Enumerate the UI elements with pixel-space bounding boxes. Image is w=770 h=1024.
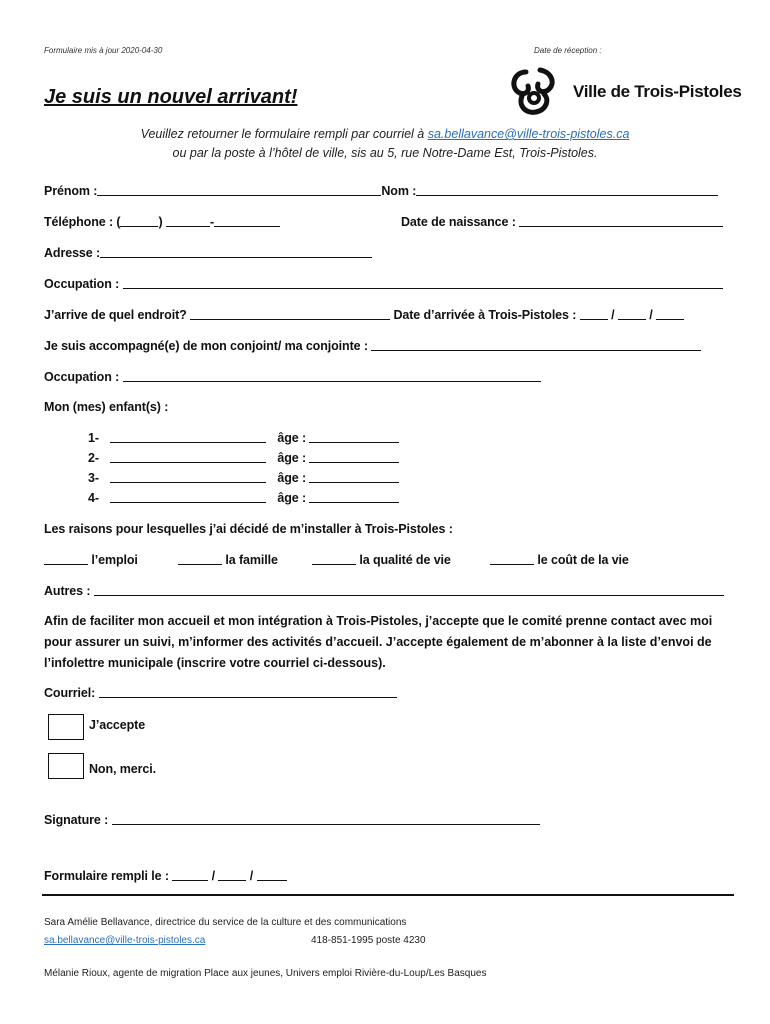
courriel-label: Courriel:: [44, 686, 96, 700]
enfants-label: Mon (mes) enfant(s) :: [44, 400, 169, 414]
footer-divider: [42, 894, 734, 896]
child-age-field-4[interactable]: [309, 491, 399, 503]
occupation-label-2: Occupation :: [44, 370, 120, 384]
reason-label-qualite: la qualité de vie: [359, 553, 451, 567]
courriel-row: [44, 686, 397, 700]
child-age-label-1: âge :: [277, 431, 307, 445]
child-age-label-3: âge :: [277, 471, 307, 485]
child-name-field-3[interactable]: [110, 471, 266, 483]
occupation-field-1[interactable]: [123, 277, 723, 289]
autres-label: Autres :: [44, 584, 91, 598]
signature-label: Signature :: [44, 813, 109, 827]
child-row-2: [88, 451, 399, 465]
filled-on-row: [44, 869, 287, 883]
child-num-3: 3-: [88, 471, 99, 485]
reason-label-cout: le coût de la vie: [537, 553, 629, 567]
naissance-label: Date de naissance :: [401, 215, 516, 229]
reception-date-label: Date de réception :: [534, 46, 602, 55]
child-age-field-1[interactable]: [309, 431, 399, 443]
child-num-4: 4-: [88, 491, 99, 505]
arrivee-slash-2: /: [649, 308, 653, 322]
child-age-label-2: âge :: [277, 451, 307, 465]
conjoint-row: [44, 339, 701, 353]
telephone-prefix-field[interactable]: [166, 215, 210, 227]
provenance-row: [44, 308, 684, 322]
accept-checkbox[interactable]: [48, 714, 84, 740]
child-name-field-2[interactable]: [110, 451, 266, 463]
child-name-field-1[interactable]: [110, 431, 266, 443]
arrivee-month-field[interactable]: [618, 308, 646, 320]
adresse-row: [44, 246, 372, 260]
intro-email-link[interactable]: sa.bellavance@ville-trois-pistoles.ca: [427, 127, 630, 141]
nom-field[interactable]: [416, 184, 718, 196]
filled-slash-2: /: [249, 869, 254, 883]
footer-email-row: [44, 935, 205, 946]
reason-label-emploi: l’emploi: [91, 553, 138, 567]
child-age-label-4: âge :: [277, 491, 307, 505]
footer-phone: 418-851-1995 poste 4230: [311, 935, 426, 946]
conjoint-field[interactable]: [371, 339, 701, 351]
arrivee-slash-1: /: [611, 308, 615, 322]
footer-contact-2: Mélanie Rioux, agente de migration Place aux jeunes, Univers emploi Rivière-du-Loup/Les Basques: [44, 968, 487, 979]
intro-line-2: ou par la poste à l’hôtel de ville, sis au 5, rue Notre-Dame Est, Trois-Pistoles.: [172, 146, 598, 160]
child-name-field-4[interactable]: [110, 491, 266, 503]
child-age-field-3[interactable]: [309, 471, 399, 483]
adresse-label: Adresse :: [44, 246, 101, 260]
telephone-number-field[interactable]: [214, 215, 280, 227]
occupation-label-1: Occupation :: [44, 277, 120, 291]
filled-month-field[interactable]: [218, 869, 246, 881]
telephone-paren: ): [158, 215, 163, 229]
filled-year-field[interactable]: [257, 869, 287, 881]
city-logo-text: Ville de Trois-Pistoles: [573, 82, 742, 101]
signature-field[interactable]: [112, 813, 540, 825]
reason-field-qualite[interactable]: [312, 553, 356, 565]
occupation-row-1: [44, 277, 723, 291]
accept-label: J’accepte: [89, 718, 146, 732]
reason-field-cout[interactable]: [490, 553, 534, 565]
naissance-field[interactable]: [519, 215, 723, 227]
reason-field-famille[interactable]: [178, 553, 222, 565]
provenance-field[interactable]: [190, 308, 390, 320]
telephone-row: [44, 215, 280, 229]
conjoint-label: Je suis accompagné(e) de mon conjoint/ ma conjointe :: [44, 339, 368, 353]
signature-row: [44, 813, 540, 827]
decline-checkbox[interactable]: [48, 753, 84, 779]
telephone-dash: -: [209, 215, 215, 229]
naissance-row: [401, 215, 723, 229]
child-row-1: [88, 431, 399, 445]
reason-label-famille: la famille: [225, 553, 278, 567]
courriel-field[interactable]: [99, 686, 397, 698]
autres-field[interactable]: [94, 584, 724, 596]
adresse-field[interactable]: [100, 246, 372, 258]
reasons-options-row: [44, 553, 138, 567]
nom-label: Nom :: [381, 184, 417, 198]
intro-text: Veuillez retourner le formulaire rempli par courriel à: [140, 127, 428, 141]
child-row-3: [88, 471, 399, 485]
reason-cout-row: [490, 553, 629, 567]
arrivee-year-field[interactable]: [656, 308, 684, 320]
arrivee-label: Date d’arrivée à Trois-Pistoles :: [393, 308, 577, 322]
footer-email-link[interactable]: sa.bellavance@ville-trois-pistoles.ca: [44, 935, 206, 946]
reasons-question: Les raisons pour lesquelles j’ai décidé de m’installer à Trois-Pistoles :: [44, 522, 453, 536]
arrivee-day-field[interactable]: [580, 308, 608, 320]
prenom-row: [44, 184, 718, 198]
consent-paragraph: Afin de faciliter mon accueil et mon intégration à Trois-Pistoles, j’accepte que le comité prenne contact avec moi pour assurer un suivi, m’informer des activités d’accueil. J’accepte également de m’abonner à la liste d’envoi de l’infolettre municipale (inscrire votre courriel ci-dessous).: [44, 614, 713, 670]
filled-day-field[interactable]: [172, 869, 208, 881]
provenance-label: J’arrive de quel endroit?: [44, 308, 187, 322]
occupation-row-2: [44, 370, 541, 384]
autres-row: [44, 584, 724, 598]
filled-slash-1: /: [211, 869, 216, 883]
child-row-4: [88, 491, 399, 505]
city-logo-icon: [508, 66, 558, 116]
prenom-label: Prénom :: [44, 184, 98, 198]
page-title: Je suis un nouvel arrivant!: [44, 86, 298, 108]
telephone-label: Téléphone : (: [44, 215, 121, 229]
reason-qualite-row: [312, 553, 451, 567]
intro-line-1: [0, 127, 770, 141]
child-age-field-2[interactable]: [309, 451, 399, 463]
reason-field-emploi[interactable]: [44, 553, 88, 565]
filled-on-label: Formulaire rempli le :: [44, 869, 169, 883]
form-updated-date: Formulaire mis à jour 2020-04-30: [44, 46, 163, 55]
footer-contact-1: Sara Amélie Bellavance, directrice du service de la culture et des communications: [44, 917, 407, 928]
prenom-field[interactable]: [97, 184, 381, 196]
occupation-field-2[interactable]: [123, 370, 541, 382]
reason-famille-row: [178, 553, 278, 567]
telephone-area-field[interactable]: [120, 215, 158, 227]
decline-label: Non, merci.: [89, 762, 156, 776]
child-num-2: 2-: [88, 451, 99, 465]
child-num-1: 1-: [88, 431, 99, 445]
